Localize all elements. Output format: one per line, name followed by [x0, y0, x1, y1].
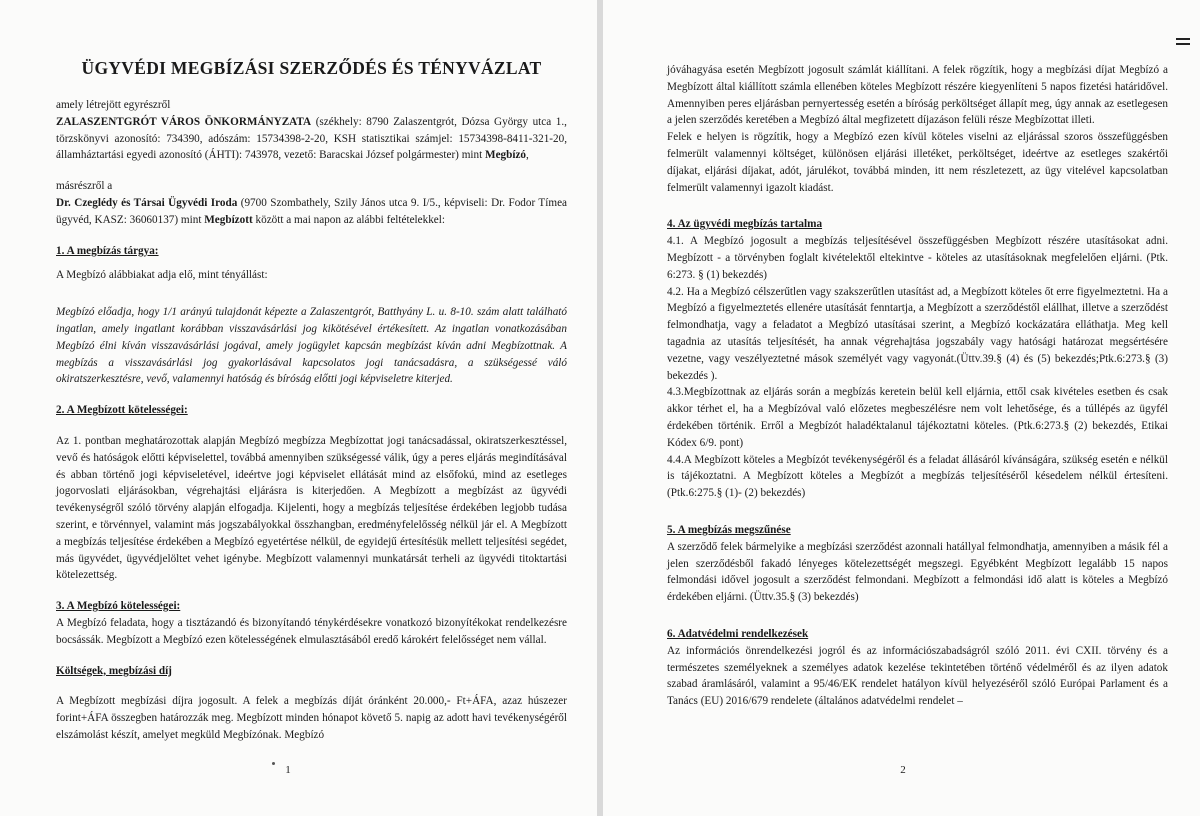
- section-5-heading: 5. A megbízás megszűnése: [667, 523, 791, 536]
- fee-heading: Költségek, megbízási díj: [56, 664, 172, 677]
- party1-role: Megbízó: [485, 149, 527, 162]
- intro-text: amely létrejött egyrészről: [56, 99, 171, 111]
- fee-body: A Megbízott megbízási díjra jogosult. A felek a megbízás díját óránként 20.000,- Ft+ÁFA, azaz húszezer forint+ÁFA összegben határozzák meg. Megbízott minden hónapot követő 5. napig az adott havi tevékenységéről elszámolást készít, amelyet megküld Megbízónak. Megbízó: [56, 695, 567, 741]
- section-6-body: Az információs önrendelkezési jogról és az információszabadságról szóló 2011. évi CXII. törvény és a természetes személyeknek a személyes adatok kezelése tekintetében történő védelméről és az ilyen adatok szabad áramlásáról, valamint a 95/46/EK rendelet hatályon kívül helyezéséről szóló Európai Parlament és a Tanács (EU) 2016/679 rendelete (általános adatvédelmi rendelet –: [667, 644, 1168, 708]
- party2-end: között a mai napon az alábbi feltételekkel:: [252, 213, 445, 226]
- document-title: ÜGYVÉDI MEGBÍZÁSI SZERZŐDÉS ÉS TÉNYVÁZLAT: [81, 58, 542, 78]
- section-1-body: Megbízó előadja, hogy 1/1 arányú tulajdonát képezte a Zalaszentgrót, Batthyány L. u. 8-10. szám alatt található ingatlan, amely ingatlant korábban visszavásárlási jog kikötésével értékesített. Az ingatlan vonatkozásában Megbízó élni kíván visszavásárlási jogával, amely jogügylet kapcsán megbízást kíván adni Megbízottnak. A megbízás a visszavásárlási jog gyakorlásával kapcsolatos jogi tanácsadásra, a szükségessé váló okiratszerkesztésre, vevő, valamennyi hatóság és bíróság előtti jogi képviseletre kiterjed.: [56, 306, 567, 386]
- scan-edge-mark: [1176, 38, 1192, 46]
- party1-details: (székhely: 8790 Zalaszentgrót, Dózsa György utca 1., törzskönyvi azonosító: 734390, adószám: 15734398-2-20, KSH statisztikai számjel: 15734398-8411-321-20, államháztartási egyedi azonosító (ÁHTI): 743978, vezető: Baracskai József polgármester) mint: [56, 115, 567, 162]
- party1-paragraph: [56, 114, 567, 164]
- fee-continuation: jóváhagyása esetén Megbízott jogosult számlát kiállítani. A felek rögzítik, hogy a megbízási díjat Megbízó a Megbízott által kiállított számla ellenében köteles Megbízott részére kiegyenlíteni 5 napos fizetési határidővel. Amennyiben peres eljárásban pernyertesség esetén a bíróság perköltséget állapít meg, úgy annak az esetlegesen a jelen szerződés keretében a Megbízó által megfizetett díjazáson felüli része Megbízottat illeti.: [667, 64, 1168, 127]
- party2-details: (9700 Szombathely, Szily János utca 9. I/5., képviseli: Dr. Fodor Tímea ügyvéd, KASZ: 36060137) mint: [56, 196, 567, 226]
- scan-speck: [272, 762, 275, 765]
- other-side-text: másrészről a: [56, 180, 113, 193]
- section-2-heading: 2. A Megbízott kötelességei:: [56, 404, 188, 417]
- section-3-body: A Megbízó feladata, hogy a tisztázandó és bizonyítandó ténykérdésekre vonatkozó bizonyítékokat rendelkezésre bocsássák. Megbízott a Megbízó ezen kötelességének elmulasztásából eredő károkért felelősséget nem vállal.: [56, 616, 567, 646]
- party2-name: Dr. Czeglédy és Társai Ügyvédi Iroda: [56, 196, 238, 209]
- section-4-4: 4.4.A Megbízott köteles a Megbízót tevékenységéről és a feladat állásáról kívánságára, szükség esetén e nélkül is tájékoztatni. A Megbízott köteles a Megbízót a megbízás teljesítéséről késedelem nélkül értesíteni. (Ptk.6:275.§ (1)- (2) bekezdés): [667, 453, 1168, 500]
- section-6-heading: 6. Adatvédelmi rendelkezések: [667, 627, 809, 640]
- section-1-lead: A Megbízó alábbiakat adja elő, mint tényállást:: [56, 269, 268, 282]
- party2-role: Megbízott: [204, 213, 253, 226]
- section-4-heading: 4. Az ügyvédi megbízás tartalma: [667, 218, 823, 231]
- section-3-heading: 3. A Megbízó kötelességei:: [56, 600, 181, 613]
- section-1-heading: 1. A megbízás tárgya:: [56, 244, 159, 257]
- party1-end: ,: [526, 149, 529, 162]
- document-page-1: [0, 0, 597, 816]
- costs-paragraph: Felek e helyen is rögzítik, hogy a Megbízó ezen kívül köteles viselni az eljárással szoros összefüggésben felmerült valamennyi költséget, különösen eljárási illetéket, perköltséget, ideértve az esetleges szakértői díjakat, eljárási díjakat, adót, járulékot, továbbá minden, itt nem részletezett, az ügy vitelével kapcsolatban felmerült valamennyi igazolt kiadást.: [667, 131, 1168, 194]
- page-number: 2: [900, 764, 906, 776]
- party1-name: ZALASZENTGRÓT VÁROS ÖNKORMÁNYZATA: [56, 115, 312, 128]
- section-4-1: 4.1. A Megbízó jogosult a megbízás teljesítésével összefüggésben Megbízott részére utasításokat adni. Megbízott - a törvényben foglalt kivételektől eltekintve - köteles az utasításoknak megfelelően eljárni. (Ptk. 6:273. § (1) bekezdés): [667, 235, 1168, 281]
- section-4-3: 4.3.Megbízottnak az eljárás során a megbízás keretein belül kell eljárnia, ettől csak kivételes esetben és csak akkor térhet el, ha a Megbízóval való előzetes megbeszélésre nem volt lehetősége, és a túllépés az ügyfél érdekében történik. Erről a Megbízót haladéktalanul tájékoztatni köteles. (Ptk.6:273.§ (2) bekezdés, Etikai Kódex 6/9. pont): [667, 386, 1168, 449]
- party2-paragraph: [56, 195, 567, 229]
- section-4-2: 4.2. Ha a Megbízó célszerűtlen vagy szakszerűtlen utasítást ad, a Megbízott köteles őt erre figyelmeztetni. Ha a Megbízó a figyelmeztetés ellenére utasítását fenntartja, a Megbízott a szerződéstől elállhat, illetve a szerződést felmondhatja, vagy a feladatot a Megbízó utasításai szerint, a Megbízó kockázatára elláthatja. Meg kell tagadnia az utasítás teljesítését, ha annak végrehajtása jogszabály vagy hatósági határozat megsértésére vezetne, vagy veszélyeztetné mások személyét vagy vagyonát.(Üttv.39.§ (4) és (5) bekezdés;Ptk.6:273.§ (3) bekezdés ).: [667, 285, 1168, 382]
- page-number: 1: [285, 764, 291, 776]
- section-5-body: A szerződő felek bármelyike a megbízási szerződést azonnali hatállyal felmondhatja, amennyiben a másik fél a jelen szerződésből fakadó lényeges kötelezettségét megszegi. Egyébként Megbízott legalább 15 napos felmondási idővel jogosult a szerződést felmondani. Megbízott a felmondási idő alatt is köteles a Megbízó érdekében eljárni. (Üttv.35.§ (3) bekezdés): [667, 540, 1168, 604]
- section-2-body: Az 1. pontban meghatározottak alapján Megbízó megbízza Megbízottat jogi tanácsadással, okiratszerkesztéssel, vevő és hatóságok előtti képviselettel, továbbá amennyiben szükségessé válik, úgy a peres eljárás megindításával és abban történő jogi képviseletével, ideértve jogi képviselet ellátását mind az elsőfokú, mind az esetleges jogorvoslati eljárásokban, végrehajtási eljárásra is kiterjedően. A Megbízott a megbízást az ügyvédi tevékenységről szóló törvény alapján elfogadja. Kijelenti, hogy a megbízás teljesítése érdekében legjobb tudása szerint, e törvénnyel, valamint más jogszabályokkal összhangban, eredményfelelősség nélkül jár el. A Megbízott a megbízás teljesítése érdekében a Megbízó egyetértése nélkül, de egyidejű értesítésük mellett teljesítési segédet, más ügyvédet, ügyvédjelöltet vehet igénybe. Megbízott valamennyi munkatársát terheli az ügyvédi titoktartási kötelezettség.: [56, 434, 567, 582]
- document-page-2: [603, 0, 1200, 816]
